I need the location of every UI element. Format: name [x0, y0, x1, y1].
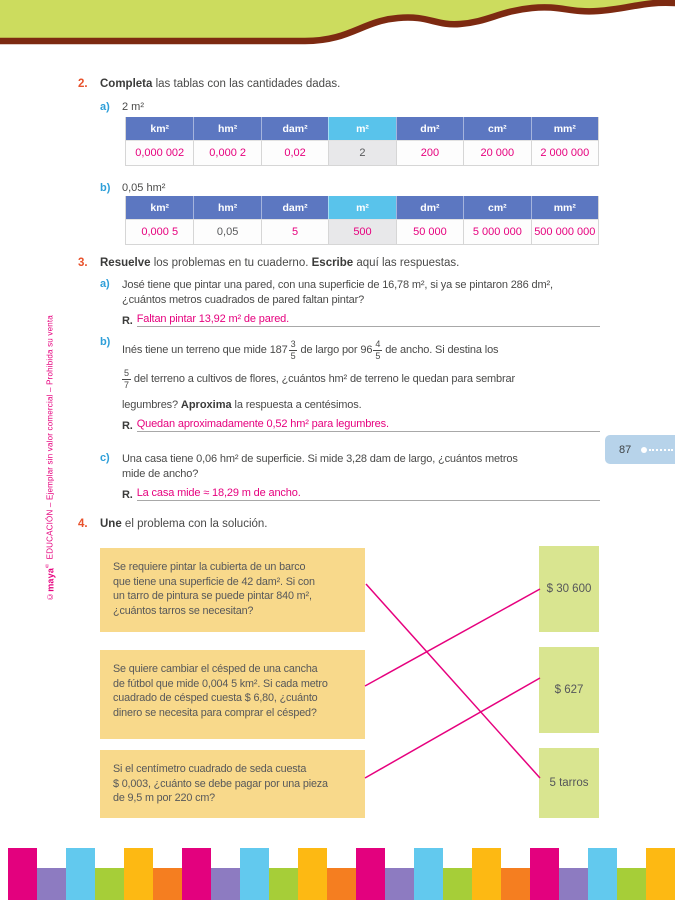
fraction-mixed: 96 $\frac{4}{5}$ — [360, 338, 381, 361]
table-header-cell: dm² — [396, 117, 463, 140]
card-text-line: de 9,5 m por 220 cm? — [113, 792, 216, 805]
problem-text-line: Una casa tiene 0,06 hm² de superficie. Si mide 3,28 dam de largo, ¿cuántos metros — [122, 453, 518, 465]
card-text-line: $ 0,003, ¿cuánto se debe pagar por una pieza — [113, 777, 328, 790]
header-wave-decoration — [0, 0, 675, 52]
exercise-2-title: Completa las tablas con las cantidades dadas. — [100, 78, 341, 90]
table-cell-given: 0,05 — [193, 219, 260, 244]
page-number-badge — [605, 435, 675, 464]
table-header-cell: dam² — [261, 117, 328, 140]
item-b-label: b) — [100, 182, 111, 194]
table-a-value-row — [126, 140, 598, 165]
table-header-cell-highlighted: m² — [328, 117, 395, 140]
card-text-line: Se requiere pintar la cubierta de un barco — [113, 561, 306, 573]
table-header-cell: km² — [126, 117, 193, 140]
table-cell: 0,000 2 — [193, 140, 260, 165]
table-cell: 2 000 000 — [531, 140, 598, 165]
problem-3c — [100, 452, 600, 501]
table-header-cell: km² — [126, 196, 193, 219]
solution-card: $ 627 — [539, 647, 599, 733]
table-cell-given: 2 — [328, 140, 395, 165]
solution-card: 5 tarros — [539, 748, 599, 818]
answer-line — [122, 485, 600, 501]
footer-bar — [240, 848, 269, 900]
footer-bar — [472, 848, 501, 900]
footer-bar — [8, 848, 37, 900]
table-header-cell-highlighted: m² — [328, 196, 395, 219]
table-cell: 50 000 — [396, 219, 463, 244]
sidebar-copyright-text: ©maya® EDUCACIÓN – Ejemplar sin valor comercial – Prohibida su venta — [44, 315, 56, 601]
table-header-cell: cm² — [463, 196, 530, 219]
problem-text-line: legumbres? Aproxima la respuesta a centésimos. — [122, 399, 362, 411]
problem-text-line: José tiene que pintar una pared, con una superficie de 16,78 m², si ya se pintaron 286 dm², — [122, 279, 553, 291]
connector-line-silk-627 — [365, 678, 540, 778]
answer-label: R. — [122, 420, 133, 432]
card-text-line: Si el centímetro cuadrado de seda cuesta — [113, 763, 307, 775]
item-a-label: a) — [100, 101, 110, 113]
exercise-3-title: Resuelve los problemas en tu cuaderno. Escribe aquí las respuestas. — [100, 257, 460, 269]
footer-bar — [95, 868, 124, 900]
footer-bar — [588, 848, 617, 900]
table-b-caption-row — [100, 182, 165, 194]
solution-card: $ 30 600 — [539, 546, 599, 632]
footer-bar — [385, 868, 414, 900]
problem-card-field — [100, 650, 365, 739]
footer-bar — [124, 848, 153, 900]
footer-bar — [356, 848, 385, 900]
footer-bar — [269, 868, 298, 900]
table-b-header-row — [126, 196, 598, 219]
card-text-line: que tiene una superficie de 42 dam². Si con — [113, 575, 315, 588]
table-cell: 5 — [261, 219, 328, 244]
footer-bar — [443, 868, 472, 900]
fraction: $\frac{5}{7}$ — [124, 367, 129, 390]
problem-card-boat — [100, 548, 365, 632]
card-text-line: dinero se necesita para comprar el césped? — [113, 706, 317, 719]
exercise-4-number: 4. — [78, 518, 88, 530]
card-text-line: cuadrado de césped cuesta $ 6,80, ¿cuánto — [113, 692, 318, 705]
table-header-cell: cm² — [463, 117, 530, 140]
exercise-4-title: Une el problema con la solución. — [100, 518, 268, 530]
table-b-value-row — [126, 219, 598, 244]
table-cell: 500 000 000 — [531, 219, 598, 244]
footer-bar — [414, 848, 443, 900]
table-header-cell: dm² — [396, 196, 463, 219]
answer-label: R. — [122, 315, 133, 327]
problem-3a — [100, 278, 600, 327]
connector-line-field-30600 — [365, 589, 540, 686]
answer-text: Faltan pintar 13,92 m² de pared. — [137, 313, 600, 327]
footer-bar — [66, 848, 95, 900]
footer-bar — [617, 868, 646, 900]
table-b-caption: 0,05 hm² — [122, 182, 166, 194]
table-header-cell: mm² — [531, 117, 598, 140]
footer-bar — [211, 868, 240, 900]
page-number: 87 — [619, 443, 632, 456]
badge-dotted-line — [649, 449, 673, 451]
table-cell: 5 000 000 — [463, 219, 530, 244]
problem-text-line: ¿cuántos metros cuadrados de pared faltan pintar? — [122, 294, 365, 306]
problem-text-line: mide de ancho? — [122, 468, 199, 480]
answer-text: Quedan aproximadamente 0,52 hm² para legumbres. — [137, 418, 600, 432]
footer-bar — [530, 848, 559, 900]
table-cell: 20 000 — [463, 140, 530, 165]
table-header-cell: dam² — [261, 196, 328, 219]
table-header-cell: hm² — [193, 196, 260, 219]
card-text-line: ¿cuántos tarros se necesitan? — [113, 604, 254, 617]
exercise-3-number: 3. — [78, 257, 88, 269]
fraction-mixed: 187 $\frac{3}{5}$ — [269, 338, 296, 361]
footer-bar — [646, 848, 675, 900]
footer-bar — [298, 848, 327, 900]
problem-text-line: Inés tiene un terreno que mide 187 $\frac{3}{5}$ de largo por 96 $\frac{4}{5}$ de ancho. Si destina los — [122, 338, 499, 361]
footer-bar — [37, 868, 66, 900]
conversion-table-b — [125, 196, 599, 245]
answer-line — [122, 416, 600, 432]
problem-text-line: $\frac{5}{7}$ del terreno a cultivos de flores, ¿cuántos hm² de terreno le quedan para sembrar — [124, 367, 516, 390]
table-header-cell: mm² — [531, 196, 598, 219]
answer-line — [122, 311, 600, 327]
exercise-2-number: 2. — [78, 78, 88, 90]
table-a-header-row — [126, 117, 598, 140]
table-cell: 500 — [328, 219, 395, 244]
footer-bar — [501, 868, 530, 900]
table-header-cell: hm² — [193, 117, 260, 140]
badge-dot — [641, 447, 647, 453]
table-cell: 0,02 — [261, 140, 328, 165]
footer-bar — [182, 848, 211, 900]
card-text-line: un tarro de pintura se puede pintar 840 m², — [113, 590, 312, 603]
brand-logo-text: maya — [45, 567, 56, 592]
problem-a-label: a) — [100, 278, 110, 290]
conversion-table-a — [125, 117, 599, 166]
answer-text: La casa mide ≈ 18,29 m de ancho. — [137, 487, 600, 501]
footer-bar — [327, 868, 356, 900]
answer-label: R. — [122, 489, 133, 501]
connector-line-boat-tarros — [366, 584, 540, 778]
card-text-line: Se quiere cambiar el césped de una cancha — [113, 663, 318, 675]
footer-bars — [8, 848, 675, 900]
problem-3b — [100, 336, 600, 432]
table-a-caption: 2 m² — [122, 101, 144, 113]
table-cell: 200 — [396, 140, 463, 165]
problem-b-label: b) — [100, 336, 111, 348]
footer-bar — [559, 868, 588, 900]
card-text-line: de fútbol que mide 0,004 5 km². Si cada metro — [113, 677, 328, 690]
table-a-caption-row — [100, 101, 144, 113]
table-cell: 0,000 5 — [126, 219, 193, 244]
problem-card-silk — [100, 750, 365, 818]
footer-bar — [153, 868, 182, 900]
table-cell: 0,000 002 — [126, 140, 193, 165]
problem-c-label: c) — [100, 452, 110, 464]
